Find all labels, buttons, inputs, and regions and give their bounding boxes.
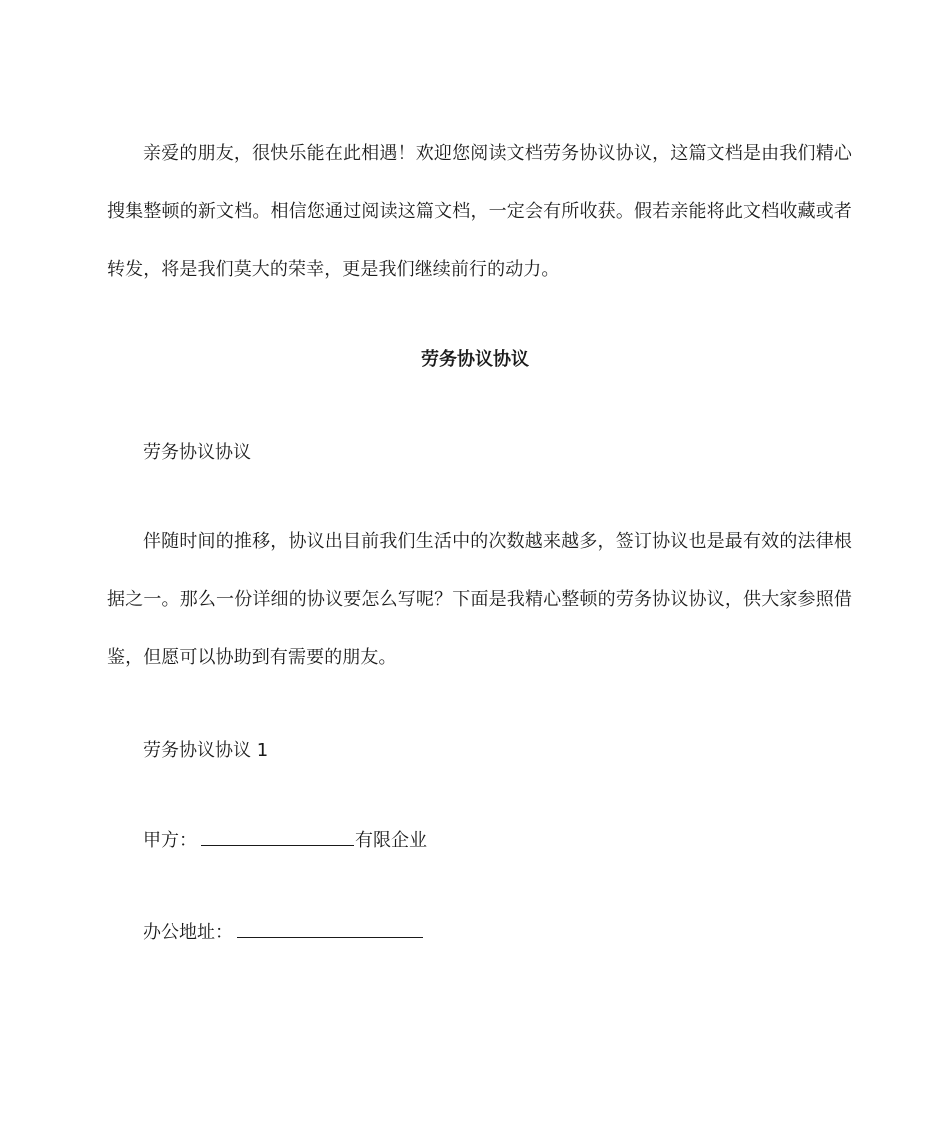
address-line (143, 918, 423, 944)
section-title: 劳务协议协议 1 (143, 740, 269, 761)
party-a-line (143, 826, 427, 852)
party-a-suffix: 有限企业 (355, 830, 427, 851)
document-title: 劳务协议协议 (421, 349, 529, 370)
address-label: 办公地址： (143, 922, 233, 943)
intro-paragraph: 亲爱的朋友，很快乐能在此相遇！欢迎您阅读文档劳务协议协议，这篇文档是由我们精心搜集整顿的新文档。相信您通过阅读这篇文档，一定会有所收获。假若亲能将此文档收藏或者转发，将是我们莫大的荣幸，更是我们继续前行的动力。 (107, 143, 852, 280)
party-a-label: 甲方： (143, 830, 197, 851)
address-blank (237, 919, 423, 938)
party-a-blank (201, 827, 354, 846)
body-paragraph: 伴随时间的推移，协议出目前我们生活中的次数越来越多，签订协议也是最有效的法律根据之一。那么一份详细的协议要怎么写呢？下面是我精心整顿的劳务协议协议，供大家参照借鉴，但愿可以协助到有需要的朋友。 (107, 531, 852, 668)
document-subheading: 劳务协议协议 (143, 442, 251, 463)
